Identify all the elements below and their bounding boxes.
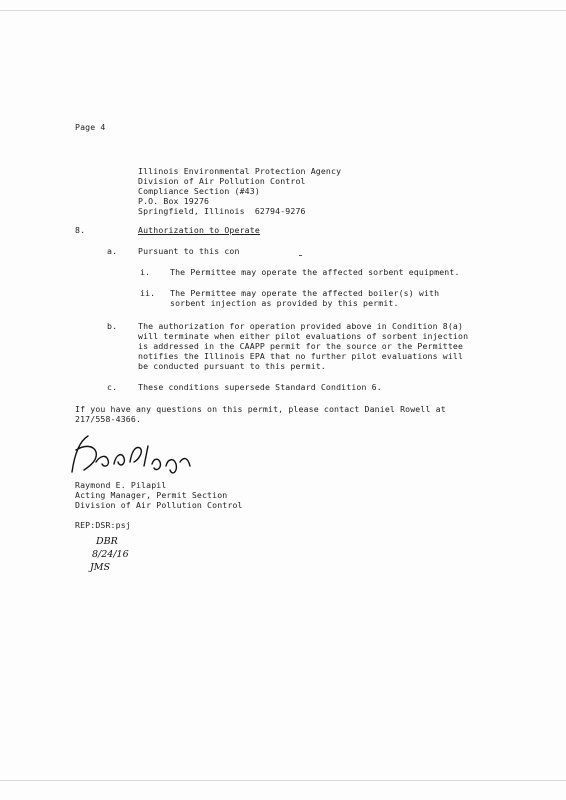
address-line: Division of Air Pollution Control: [138, 176, 306, 186]
closing-text: 217/558-4366.: [75, 414, 142, 424]
signer-name: Raymond E. Pilapil: [75, 480, 167, 490]
signer-division: Division of Air Pollution Control: [75, 500, 243, 510]
handwritten-note: DBR: [96, 536, 118, 547]
address-line: P.O. Box 19276: [138, 196, 210, 206]
item-c-text: These conditions supersede Standard Condition 6.: [138, 382, 382, 392]
reference-initials: REP:DSR:psj: [75, 520, 131, 530]
closing-text: If you have any questions on this permit, please contact Daniel Rowell at: [75, 404, 446, 414]
item-b-text: be conducted pursuant to this permit.: [138, 361, 326, 371]
scan-speck: [299, 255, 302, 256]
item-letter-a: a.: [107, 246, 118, 256]
item-b-text: will terminate when either pilot evaluations of sorbent injection: [138, 331, 469, 341]
item-letter-c: c.: [107, 382, 118, 392]
signer-title: Acting Manager, Permit Section: [75, 490, 228, 500]
scan-edge-top: [0, 10, 566, 11]
section-letter: 8.: [75, 225, 86, 235]
handwritten-note: JMS: [90, 562, 111, 573]
item-a-text: Pursuant to this con: [138, 246, 240, 256]
subitem-ii-text: sorbent injection as provided by this permit.: [170, 298, 399, 308]
subitem-i-text: The Permittee may operate the affected sorbent equipment.: [170, 267, 460, 277]
subitem-numeral-ii: ii.: [140, 288, 156, 298]
scan-edge-bottom: [0, 780, 566, 781]
item-b-text: The authorization for operation provided above in Condition 8(a): [138, 321, 464, 331]
address-line: Illinois Environmental Protection Agency: [138, 166, 342, 176]
subitem-ii-text: The Permittee may operate the affected boiler(s) with: [170, 288, 440, 298]
item-b-text: notifies the Illinois EPA that no further pilot evaluations will: [138, 351, 464, 361]
address-line: Compliance Section (#43): [138, 186, 260, 196]
handwritten-note: 8/24/16: [92, 549, 129, 560]
section-title: Authorization to Operate: [138, 225, 260, 235]
item-letter-b: b.: [107, 321, 118, 331]
item-b-text: is addressed in the CAAPP permit for the source or the Permittee: [138, 341, 464, 351]
page-label: Page 4: [75, 122, 106, 132]
subitem-numeral-i: i.: [140, 267, 151, 277]
handwritten-signature: [66, 432, 206, 482]
address-line: Springfield, Illinois 62794-9276: [138, 206, 306, 216]
